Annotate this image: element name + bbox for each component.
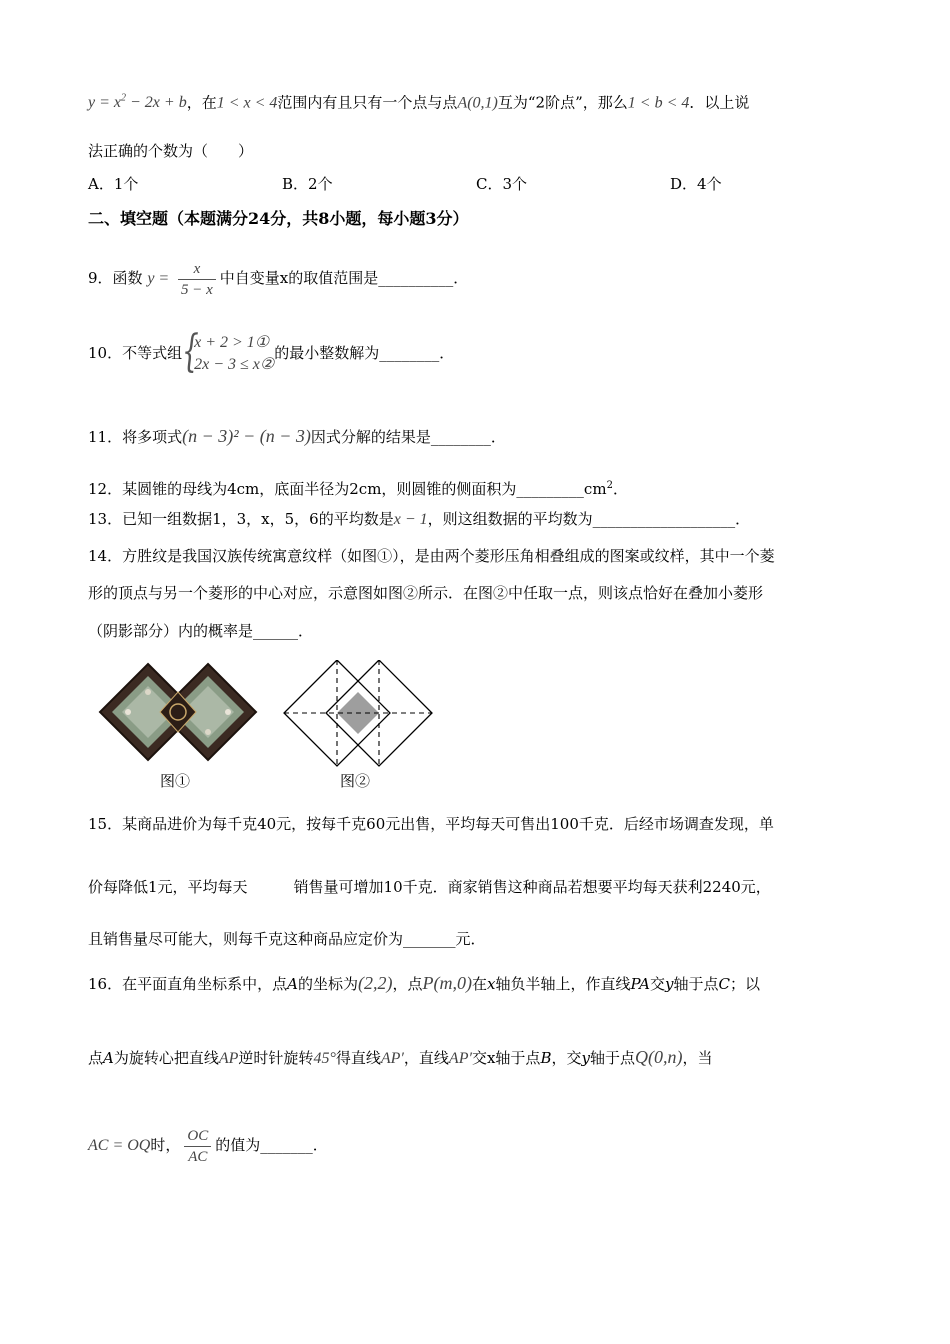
q15-line2 xyxy=(88,876,771,898)
q10-suffix: 的最小整数解为________． xyxy=(274,344,455,362)
q11-line xyxy=(88,425,506,448)
q15-line2-part2: 销售量可增加10千克．商家销售这种商品若想要平均每天获利2240元， xyxy=(293,878,771,896)
q8-option-c: C．3个 xyxy=(476,175,528,193)
q16-l1-text: 轴负半轴上，作直线 xyxy=(495,975,631,993)
q16-line-ap-prime: AP′ xyxy=(448,1050,472,1067)
q16-line-pa: PA xyxy=(630,975,651,993)
q12-end: ． xyxy=(612,480,628,498)
q16-condition: AC = OQ xyxy=(88,1137,151,1154)
q16-line2 xyxy=(88,1046,713,1070)
q9-numerator: x xyxy=(178,259,216,280)
fangsheng-pattern-figure xyxy=(98,660,258,770)
q10-inequality-system xyxy=(182,326,275,377)
figure1-label: 图① xyxy=(160,772,191,790)
q16-l3-text: 时， xyxy=(150,1136,181,1154)
q16-l2-text: 得直线 xyxy=(335,1049,381,1067)
q16-y-axis: y xyxy=(581,1049,590,1067)
q9-line xyxy=(88,255,468,302)
q16-l1-text: ，点 xyxy=(392,975,423,993)
fangsheng-schematic-figure xyxy=(278,660,438,770)
q16-angle: 45° xyxy=(313,1050,336,1067)
q16-x-axis: x xyxy=(486,975,496,993)
q16-point-c: C xyxy=(718,975,731,993)
q15-line3: 且销售量尽可能大，则每千克这种商品应定价为_______元． xyxy=(88,930,486,948)
q16-l2-text: 为旋转心把直线 xyxy=(113,1049,219,1067)
q14-line2: 形的顶点与另一个菱形的中心对应，示意图如图②所示．在图②中任取一点，则该点恰好在叠加小菱形 xyxy=(88,584,764,602)
q16-l2-text: ，交 xyxy=(551,1049,582,1067)
figure2-label: 图② xyxy=(340,772,371,790)
q16-point-a: A xyxy=(103,1049,114,1067)
q16-l2-text: 逆时针旋转 xyxy=(238,1049,314,1067)
q8-function-math: $y = x^2 - 2x + b$ xyxy=(88,93,187,112)
q10-row2: 2x − 3 ≤ x② xyxy=(194,356,275,373)
q16-point-b: B xyxy=(540,1049,552,1067)
q14-line1: 14．方胜纹是我国汉族传统寓意纹样（如图①），是由两个菱形压角相叠组成的图案或纹样，其中一个菱 xyxy=(88,547,775,565)
q13-prefix: 13．已知一组数据1，3，x，5，6的平均数是 xyxy=(88,510,394,528)
q10-brace: { xyxy=(182,326,199,377)
q8-text-a: ，在 xyxy=(186,93,217,112)
q9-fraction xyxy=(178,259,216,300)
q16-point-a: A xyxy=(287,975,298,993)
q8-text-b: 范围内有且只有一个点与点 xyxy=(277,93,458,112)
q12-unit-exponent: 2 xyxy=(606,480,613,491)
q16-l1-text: 在 xyxy=(471,975,487,993)
q16-l1-text: 16．在平面直角坐标系中，点 xyxy=(88,975,288,993)
q8-b-range-math: 1 < b < 4 xyxy=(627,94,690,112)
q11-suffix: 因式分解的结果是________． xyxy=(310,428,506,446)
q8-point-math: A(0,1) xyxy=(457,94,498,112)
q16-ratio-denominator: AC xyxy=(188,1148,208,1165)
q10-row1: x + 2 > 1① xyxy=(194,334,270,351)
q16-l2-text: ，直线 xyxy=(403,1049,449,1067)
q8-text-c: 互为“2阶点”，那么 xyxy=(497,93,628,112)
q16-ratio-fraction xyxy=(184,1126,211,1167)
q9-suffix: 中自变量x的取值范围是__________． xyxy=(219,269,469,287)
q16-coord-a: (2,2) xyxy=(357,973,393,993)
q9-prefix: 9．函数 xyxy=(88,269,143,287)
q13-line xyxy=(88,508,750,531)
q16-point-q: Q(0,n) xyxy=(634,1047,683,1067)
q16-l2-text: 点 xyxy=(88,1049,104,1067)
q16-l1-text: 交 xyxy=(650,975,666,993)
q10-line xyxy=(88,326,455,377)
q16-line-ap-prime: AP′ xyxy=(380,1050,404,1067)
section-heading: 二、填空题（本题满分24分，共8小题，每小题3分） xyxy=(88,209,469,228)
q14-line3: （阴影部分）内的概率是______． xyxy=(88,622,314,640)
q12-line xyxy=(88,475,628,500)
q16-line1 xyxy=(88,972,760,995)
q8-text-d: ．以上说 xyxy=(689,93,750,112)
q11-prefix: 11．将多项式 xyxy=(88,428,183,446)
q16-l2-text: 交x轴于点 xyxy=(471,1049,541,1067)
q16-l2-text: 轴于点 xyxy=(589,1049,635,1067)
q8-line2: 法正确的个数为（ ） xyxy=(88,142,254,160)
q8-option-a: A．1个 xyxy=(88,175,139,193)
q16-line3 xyxy=(88,1122,328,1169)
q15-line1: 15．某商品进价为每千克40元，按每千克60元出售，平均每天可售出100千克．后经市场调查发现，单 xyxy=(88,815,774,833)
q9-denominator: 5 − x xyxy=(181,281,213,298)
q16-l2-text: ，当 xyxy=(682,1049,713,1067)
q13-mean-math: x − 1 xyxy=(393,511,428,528)
q16-y-axis: y xyxy=(665,975,674,993)
q16-l1-text: 的坐标为 xyxy=(297,975,358,993)
q8-line1 xyxy=(88,88,749,114)
q16-l3-text: 的值为_______． xyxy=(215,1136,328,1154)
q11-polynomial: (n − 3)² − (n − 3) xyxy=(182,426,311,446)
q9-lhs: y = xyxy=(147,270,170,287)
q16-l1-text: 轴于点 xyxy=(673,975,719,993)
q8-option-b: B．2个 xyxy=(282,175,333,193)
q16-l1-text: ；以 xyxy=(730,975,761,993)
q15-line2-part1: 价每降低1元，平均每天 xyxy=(88,878,248,896)
q12-text: 12．某圆锥的母线为4cm，底面半径为2cm，则圆锥的侧面积为_________cm xyxy=(88,480,607,498)
q13-suffix: ，则这组数据的平均数为___________________． xyxy=(427,510,751,528)
q8-range-math: 1 < x < 4 xyxy=(216,94,278,112)
q16-point-p: P(m,0) xyxy=(422,973,472,993)
q16-ratio-numerator: OC xyxy=(184,1126,211,1147)
q16-line-ap: AP xyxy=(218,1050,239,1067)
q10-prefix: 10．不等式组 xyxy=(88,344,183,362)
q8-option-d: D．4个 xyxy=(670,175,722,193)
